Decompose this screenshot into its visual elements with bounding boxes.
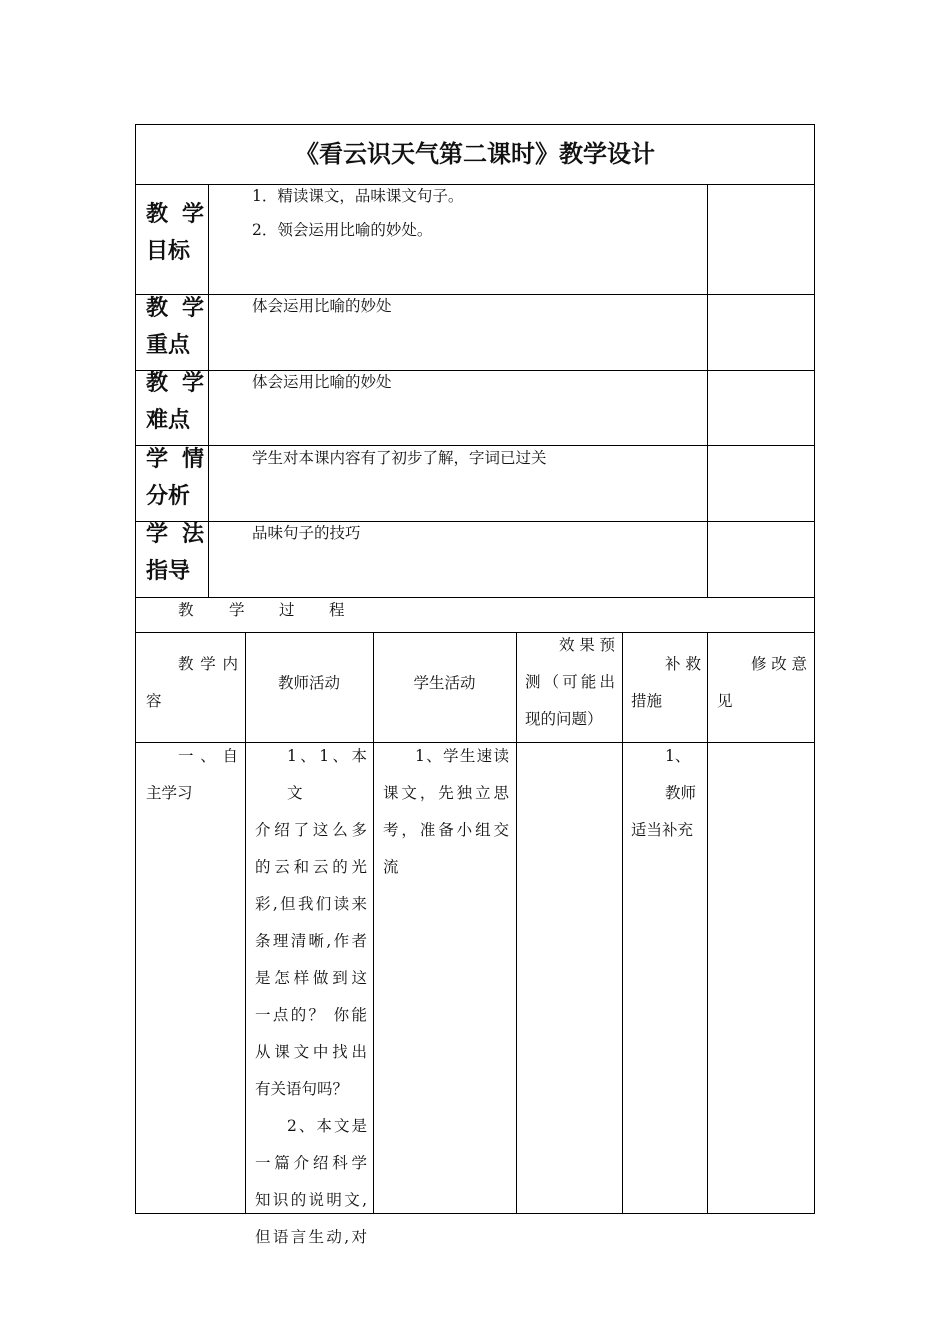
process-heading-char: 学 (229, 601, 245, 619)
section-content-line: 体会运用比喻的妙处 (252, 373, 392, 391)
page-title: 《看云识天气第二课时》教学设计 (295, 140, 655, 168)
row-remedy-cell: 1、 教师 适当补充 (631, 747, 697, 839)
section-content-line: 体会运用比喻的妙处 (252, 297, 392, 315)
col-header-teacher: 教师活动 (277, 674, 340, 692)
section-label: 教 学 重点 (146, 296, 204, 358)
process-heading-char: 教 (178, 601, 194, 619)
section-label: 教 学 难点 (146, 371, 204, 433)
section-label: 教 学 目标 (146, 202, 204, 264)
col-divider (622, 632, 623, 1214)
col-divider (516, 632, 517, 1214)
col-divider (245, 632, 246, 1214)
row-divider (135, 184, 815, 185)
section-content-line: 1．精读课文，品味课文句子。 (252, 187, 464, 205)
section-label: 学 情 分析 (146, 447, 204, 509)
col-divider (707, 184, 708, 598)
section-label: 学 法 指导 (146, 522, 204, 584)
col-divider (707, 632, 708, 1214)
process-heading-char: 程 (329, 601, 345, 619)
col-header-student: 学生活动 (413, 674, 476, 692)
row-divider (135, 521, 815, 522)
table-border-left (135, 124, 136, 1214)
section-content-line: 品味句子的技巧 (252, 524, 361, 542)
row-content-cell: 一、自 主学习 (146, 747, 238, 802)
row-divider (135, 632, 815, 633)
section-content-line: 2．领会运用比喻的妙处。 (252, 221, 433, 239)
process-heading-char: 过 (279, 601, 295, 619)
col-header-remedy: 补救 措施 (631, 655, 701, 710)
table-border-bottom (135, 1213, 815, 1214)
row-divider (135, 370, 815, 371)
row-divider (135, 294, 815, 295)
col-divider (373, 632, 374, 1214)
col-header-content: 教学内 容 (146, 655, 238, 710)
col-divider (208, 184, 209, 598)
row-student-cell: 1、学生速读 课文，先独立思 考，准备小组交 流 (383, 747, 509, 876)
section-content-line: 学生对本课内容有了初步了解，字词已过关 (252, 449, 547, 467)
table-border-right (814, 124, 815, 1214)
row-teacher-cell: 1、1、本文 介绍了这么多 的云和云的光 彩,但我们读来 条理清晰,作者 是怎样做到这 一点的？ 你能 从课文中找出 有关语句吗？ 2、本文是 一篇介绍科学 知识的说明文, 但语言生动,对 (255, 747, 367, 1246)
col-header-revise: 修改意 见 (717, 655, 807, 710)
col-header-effect: 效果预 测（可能出 现的问题） (525, 636, 615, 728)
